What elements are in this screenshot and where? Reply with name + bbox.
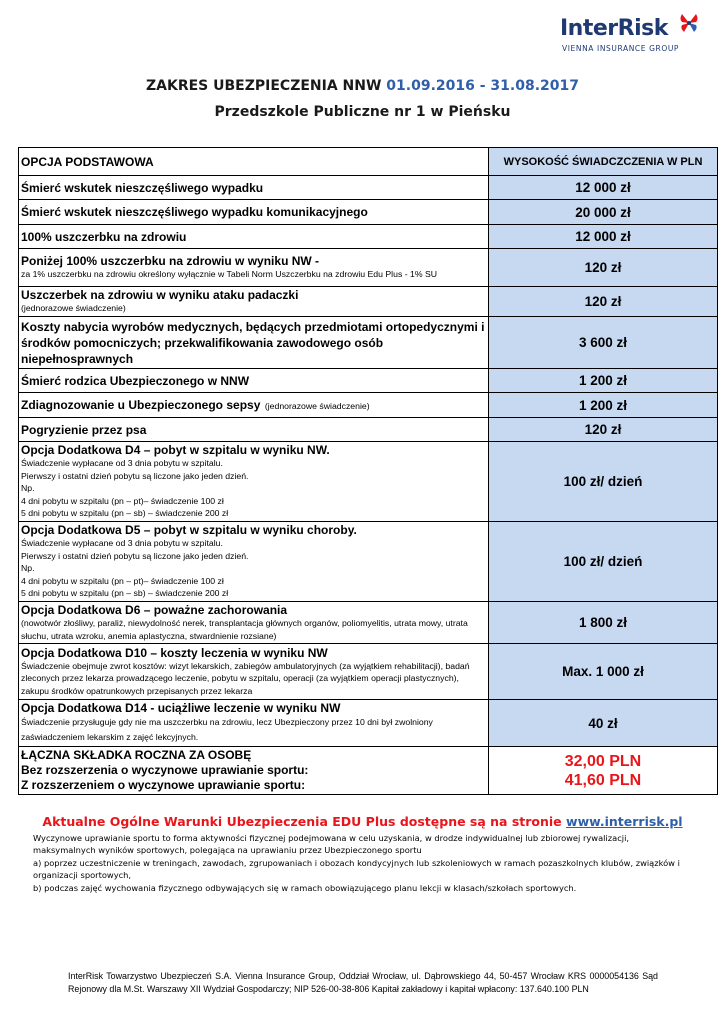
row-title: Poniżej 100% uszczerbku na zdrowiu w wyniku NW - xyxy=(21,254,320,269)
header-value-cell xyxy=(489,148,718,176)
row-title: Śmierć wskutek nieszczęśliwego wypadku komunikacyjnego xyxy=(21,205,368,219)
row-note: (jednorazowe świadczenie) xyxy=(21,303,126,314)
row-value: 120 zł xyxy=(584,260,622,275)
table-row xyxy=(19,700,718,747)
table-row xyxy=(19,369,718,393)
logo-name: InterRisk xyxy=(560,16,668,41)
table-row xyxy=(19,442,718,522)
row-title: Uszczerbek na zdrowiu w wyniku ataku padaczki xyxy=(21,288,299,303)
document-title xyxy=(0,78,725,94)
row-title: Pogryzienie przez psa xyxy=(21,422,147,437)
row-value: 12 000 zł xyxy=(575,180,631,195)
table-row xyxy=(19,200,718,225)
row-value: 1 200 zł xyxy=(578,397,628,413)
row-title: Opcja Dodatkowa D4 – pobyt w szpitalu w wyniku NW. xyxy=(21,443,330,458)
row-title: 100% uszczerbku na zdrowiu xyxy=(21,229,187,244)
row-value: 20 000 zł xyxy=(575,204,631,220)
note-line: b) podczas zajęć wychowania fizycznego odbywających się w ramach obowiązującego planu lekcji w klasach/szkołach sportowych. xyxy=(33,882,577,893)
row-line: 4 dni pobytu w szpitalu (pn – pt)– świadczenie 100 zł xyxy=(21,575,224,586)
note-line: Wyczynowe uprawianie sportu to forma aktywności fizycznej podejmowana w celu uzyskania, w drodze indywidualnej lub zbiorowej rywalizacji, xyxy=(33,833,630,843)
coverage-dates: 01.09.2016 - 31.08.2017 xyxy=(386,78,579,94)
sport-definition-notes xyxy=(33,832,693,894)
total-with-sport-value: 41,60 PLN xyxy=(564,771,642,789)
terms-notice-text: Aktualne Ogólne Warunki Ubezpieczenia EDU Plus dostępne są na stronie xyxy=(42,814,567,829)
coverage-table xyxy=(18,147,718,795)
title-prefix: ZAKRES UBEZPIECZENIA NNW xyxy=(146,78,387,94)
row-title: Śmierć rodzica Ubezpieczonego w NNW xyxy=(21,373,250,388)
row-line: Świadczenie wypłacane od 3 dnia pobytu w szpitalu. xyxy=(21,458,223,469)
table-row xyxy=(19,225,718,249)
row-title: Opcja Dodatkowa D10 – koszty leczenia w wyniku NW xyxy=(21,645,328,660)
table-row xyxy=(19,317,718,369)
row-title: Śmierć wskutek nieszczęśliwego wypadku xyxy=(21,180,264,195)
header-label-cell xyxy=(19,148,489,176)
header-value-label: WYSOKOŚĆ ŚWIADCZCZENIA W PLN xyxy=(503,155,703,168)
total-row xyxy=(19,747,718,795)
row-note: za 1% uszczerbku na zdrowiu określony wyłącznie w Tabeli Norm Uszczerbku na zdrowiu Edu Plus - 1% SU xyxy=(21,269,438,280)
header-label: OPCJA PODSTAWOWA xyxy=(21,154,154,169)
table-row xyxy=(19,522,718,602)
row-note: Świadczenie obejmuje zwrot kosztów: wizyt lekarskich, zabiegów ambulatoryjnych (za wyjątkiem rehabilitacji), badań zleconych przez lekarza prowadzącego leczenie, pobytu w szpitalu, operacji (za wyjątkiem operacji plastycznych), zakupu środków opatrunkowych przepisanych przez lekarza xyxy=(21,660,470,696)
row-title: Opcja Dodatkowa D6 – poważne zachorowania xyxy=(21,603,288,617)
row-value: 100 zł/ dzień xyxy=(563,554,643,569)
row-value: 120 zł xyxy=(584,422,622,437)
table-row xyxy=(19,249,718,287)
terms-notice xyxy=(0,814,725,829)
row-line: Np. xyxy=(21,563,35,574)
table-row xyxy=(19,287,718,317)
total-without-sport-value: 32,00 PLN xyxy=(564,752,642,770)
table-header-row xyxy=(19,148,718,176)
total-label: ŁĄCZNA SKŁADKA ROCZNA ZA OSOBĘ xyxy=(21,748,252,762)
row-value: Max. 1 000 zł xyxy=(562,664,644,679)
row-value: 1 200 zł xyxy=(578,373,628,388)
logo-subtitle: VIENNA INSURANCE GROUP xyxy=(562,44,680,53)
table-row xyxy=(19,644,718,700)
row-line: 5 dni pobytu w szpitalu (pn – sb) – świadczenie 200 zł xyxy=(21,588,229,599)
total-without-sport-label: Bez rozszerzenia o wyczynowe uprawianie sportu: xyxy=(21,763,309,777)
logo-flower-icon xyxy=(676,10,702,36)
table-row xyxy=(19,393,718,418)
row-line: 5 dni pobytu w szpitalu (pn – sb) – świadczenie 200 zł xyxy=(21,508,229,519)
row-value: 100 zł/ dzień xyxy=(563,474,643,489)
note-line: organizacji sportowych, xyxy=(33,870,132,881)
row-line: 4 dni pobytu w szpitalu (pn – pt)– świadczenie 100 zł xyxy=(21,495,224,506)
row-value: 3 600 zł xyxy=(578,335,628,350)
table-row xyxy=(19,602,718,644)
total-with-sport-label: Z rozszerzeniem o wyczynowe uprawianie sportu: xyxy=(21,778,306,792)
row-line: Świadczenie wypłacane od 3 dnia pobytu w szpitalu. xyxy=(21,538,223,549)
row-line: Pierwszy i ostatni dzień pobytu są liczone jako jeden dzień. xyxy=(21,550,249,561)
row-line: Np. xyxy=(21,483,35,494)
row-value: 12 000 zł xyxy=(575,229,631,244)
company-info: InterRisk Towarzystwo Ubezpieczeń S.A. Vienna Insurance Group, Oddział Wrocław, ul. Dąbrowskiego 44, 50-457 Wrocław KRS 0000054136 Sąd Rejonowy dla M.St. Warszawy XII Wydział Gospodarczy; NIP 526-00-38-806 Kapitał zakładowy i kapitał wpłacony: 137.640.100 PLN xyxy=(68,971,658,994)
row-title: Koszty nabycia wyrobów medycznych, będących przedmiotami ortopedycznymi i środków pomocniczych; przekwalifikowania zawodowego osób niepełnosprawnych xyxy=(21,319,485,366)
note-line: maksymalnych wyników sportowych, polegająca na uprawianiu przez Ubezpieczonego sportu xyxy=(33,845,422,856)
row-line: Pierwszy i ostatni dzień pobytu są liczone jako jeden dzień. xyxy=(21,470,249,481)
table-row xyxy=(19,418,718,442)
row-title: Opcja Dodatkowa D5 – pobyt w szpitalu w wyniku choroby. xyxy=(21,523,357,538)
row-value: 40 zł xyxy=(588,715,618,731)
row-title: Zdiagnozowanie u Ubezpieczonego sepsy xyxy=(21,398,261,412)
row-inline-note: (jednorazowe świadczenie) xyxy=(264,401,370,411)
row-note: (nowotwór złośliwy, paraliż, niewydolność nerek, transplantacja głównych organów, poliomyelitis, utrata mowy, utrata słuchu, utrata wzroku, anemia aplastyczna, stwardnienie rozsiane) xyxy=(21,618,468,641)
row-note: Świadczenie przysługuje gdy nie ma uszczerbku na zdrowiu, lecz Ubezpieczony przez 10 dni był zwolniony zaświadczeniem lekarskim z zajęć lekcyjnych. xyxy=(21,717,433,742)
row-value: 1 800 zł xyxy=(578,615,628,630)
table-row xyxy=(19,176,718,200)
interrisk-link[interactable]: www.interrisk.pl xyxy=(566,814,683,829)
interrisk-logo xyxy=(560,12,700,52)
note-line: a) poprzez uczestniczenie w treningach, zawodach, zgrupowaniach i obozach kondycyjnych lub szkoleniowych w ramach pozaszkolnych klubów, związków i xyxy=(33,857,680,868)
row-value: 120 zł xyxy=(584,294,622,309)
school-name: Przedszkole Publiczne nr 1 w Pieńsku xyxy=(214,104,511,120)
row-title: Opcja Dodatkowa D14 - uciążliwe leczenie w wyniku NW xyxy=(21,701,341,715)
